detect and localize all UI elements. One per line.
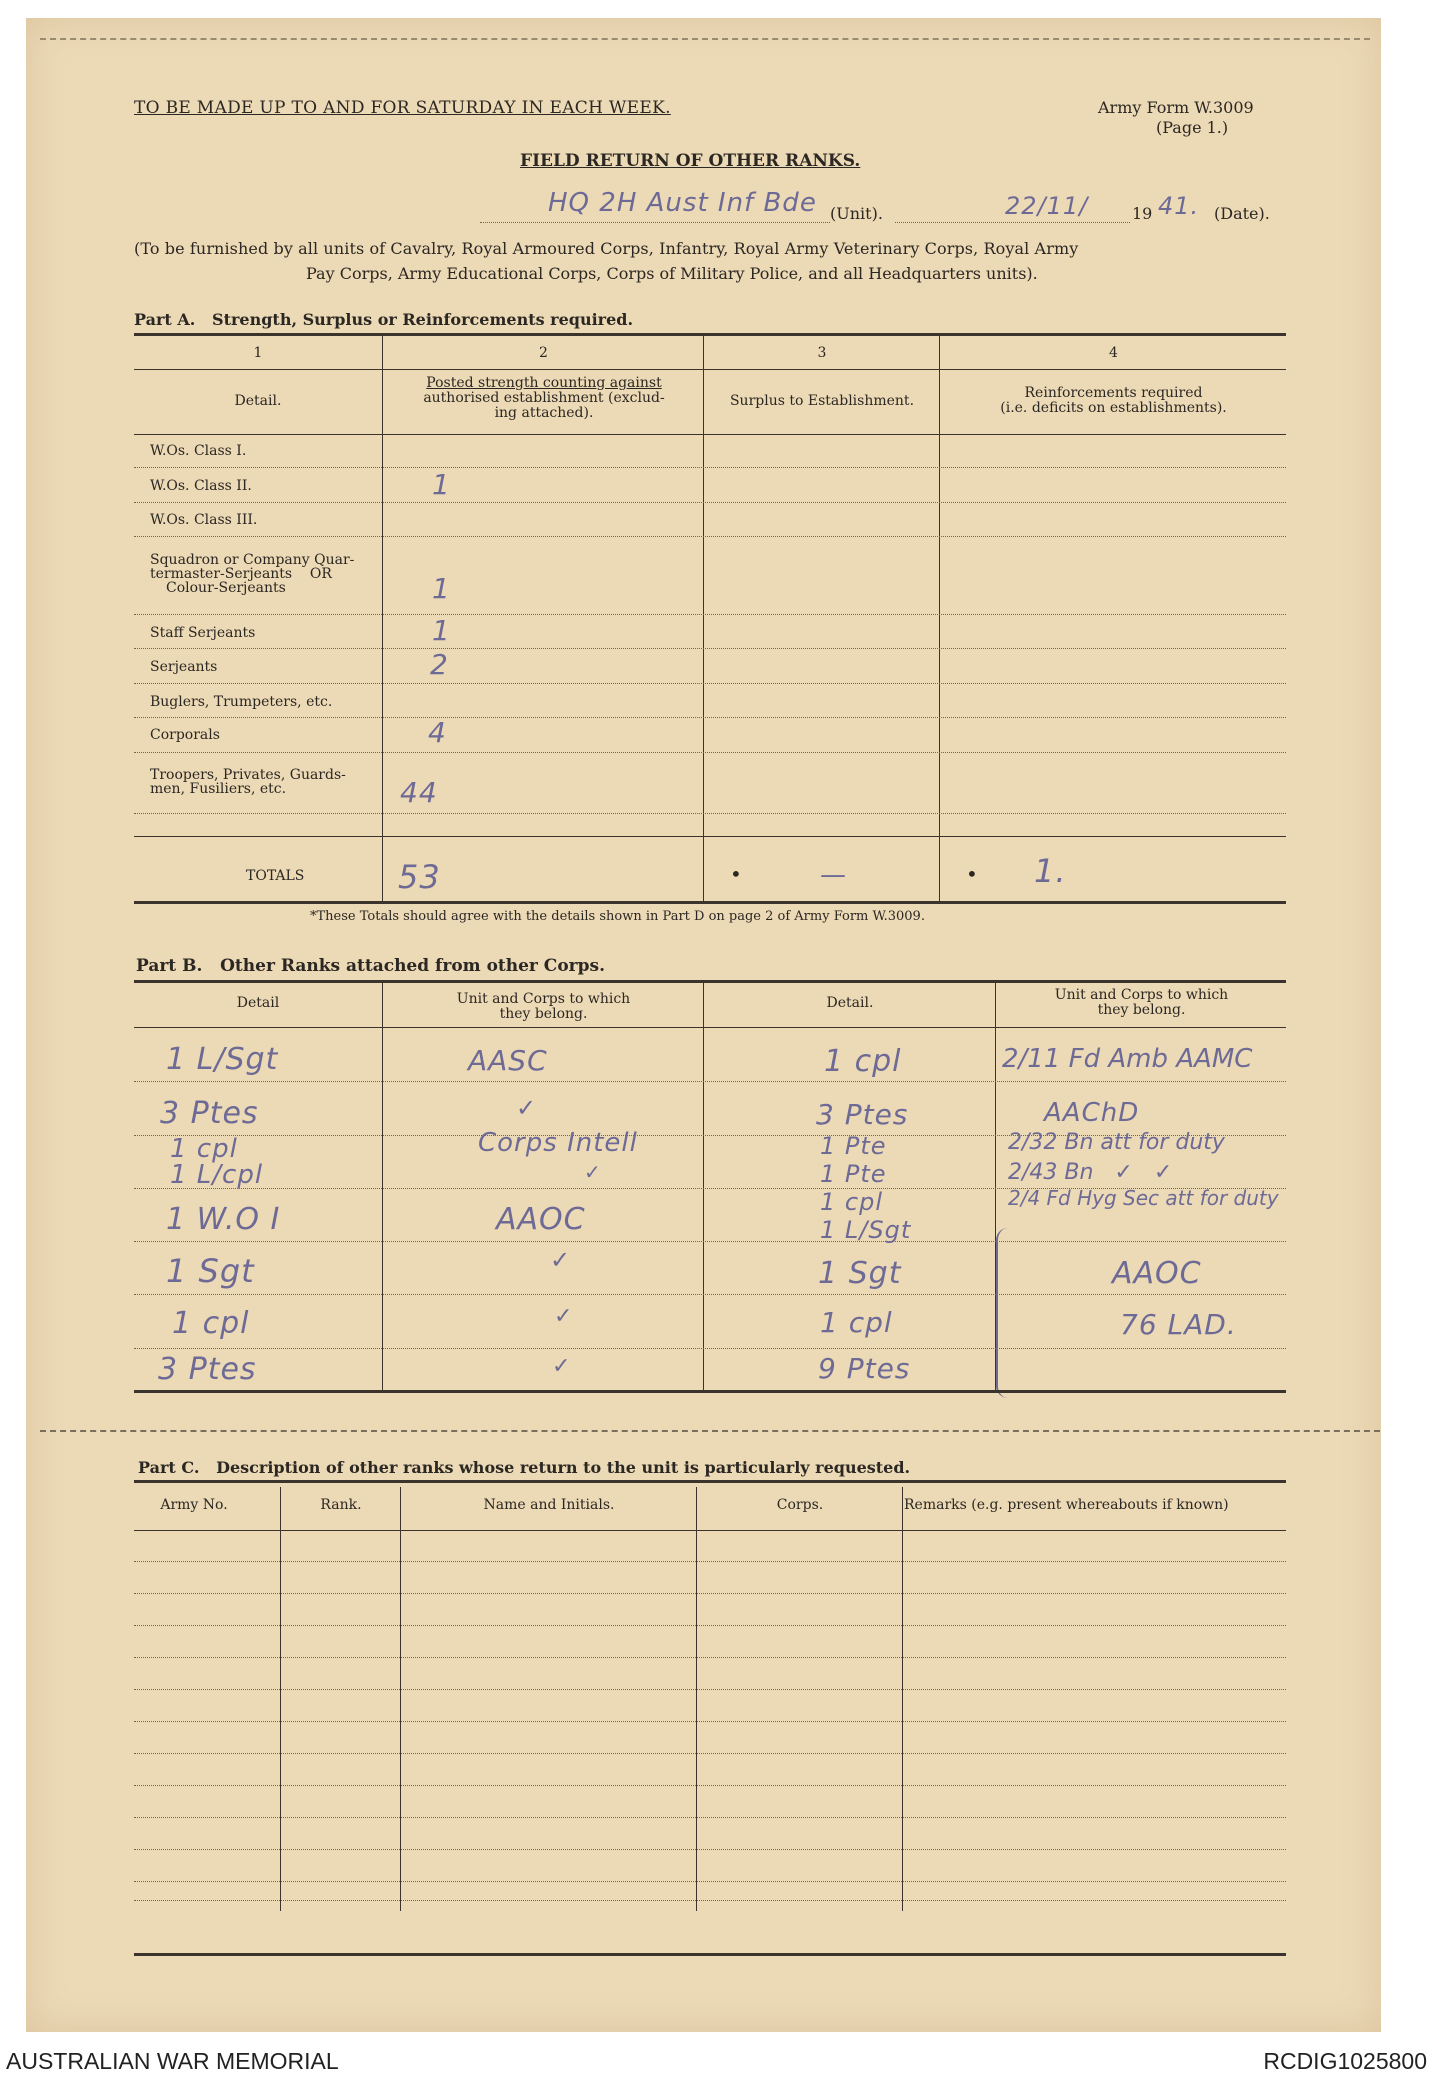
row-label-cqms-2: termaster-Serjeants OR (150, 566, 332, 582)
part-b-right-unit-3: 2/32 Bn att for duty (1008, 1130, 1225, 1155)
part-b-row-rule (134, 1081, 1286, 1082)
col-reinf-header (941, 386, 1286, 416)
part-c-row-rule (134, 1849, 1286, 1850)
date-value: 22/11/ (1005, 192, 1089, 220)
part-c-col-divider-3 (696, 1487, 697, 1911)
part-b-left-detail-4: 1 L/cpl (170, 1160, 264, 1190)
totals-reinf: 1. (1034, 852, 1067, 890)
row-label-buglers: Buglers, Trumpeters, etc. (150, 694, 333, 710)
posted-wo2: 1 (432, 468, 451, 501)
part-b-col-unit-2 (997, 988, 1286, 1018)
posted-corporals: 4 (428, 716, 447, 749)
year-value: 41. (1158, 192, 1200, 220)
unit-label: (Unit). (830, 204, 883, 223)
part-b-right-detail-2: 3 Ptes (816, 1098, 909, 1131)
part-b-row-rule (134, 1348, 1286, 1349)
part-c-row-rule (134, 1561, 1286, 1562)
part-a-col-divider-3 (939, 336, 940, 902)
part-b-left-unit-3: Corps Intell (478, 1128, 638, 1158)
part-c-col-army-no: Army No. (160, 1497, 228, 1513)
col-posted-line-3: ing attached). (494, 405, 594, 421)
row-rule (134, 648, 1286, 649)
unit-value: HQ 2H Aust Inf Bde (548, 188, 817, 218)
part-b-right-unit-aaoc: AAOC (1112, 1256, 1202, 1291)
part-b-right-unit-lad: 76 LAD. (1120, 1308, 1237, 1341)
part-b-col-unit-1: Unit and Corps to which (456, 991, 631, 1007)
part-b-right-detail-3: 1 Pte (820, 1132, 887, 1160)
col-posted-header (394, 376, 694, 421)
row-label-wo3: W.Os. Class III. (150, 512, 258, 528)
footer-archive-name: AUSTRALIAN WAR MEMORIAL (6, 2048, 339, 2074)
part-c-row-rule (134, 1817, 1286, 1818)
part-b-header-rule (134, 1027, 1286, 1028)
totals-reinf-dot: • (966, 862, 978, 886)
part-c-col-rank: Rank. (320, 1497, 362, 1513)
part-c-col-divider-1 (280, 1487, 281, 1911)
part-b-left-unit-8: ✓ (552, 1354, 572, 1379)
row-rule (134, 752, 1286, 753)
part-b-right-detail-9: 9 Ptes (818, 1352, 911, 1385)
part-b-top-rule (134, 980, 1286, 983)
part-b-left-detail-1: 1 L/Sgt (166, 1042, 279, 1077)
row-label-corporals: Corporals (150, 727, 220, 743)
part-b-right-unit-2: AAChD (1044, 1098, 1140, 1128)
part-a-col-divider-2 (703, 336, 704, 902)
row-label-cqms-3: Colour-Serjeants (166, 580, 286, 596)
row-rule (134, 683, 1286, 684)
posted-cqms: 1 (432, 572, 451, 605)
part-b-left-detail-7: 1 cpl (172, 1306, 250, 1341)
year-prefix: 19 (1132, 204, 1153, 223)
part-c-row-rule (134, 1785, 1286, 1786)
part-b-left-unit-5: AAOC (496, 1202, 586, 1237)
row-label-cqms-1: Squadron or Company Quar- (150, 552, 355, 568)
part-c-bottom-rule (134, 1953, 1286, 1956)
part-b-left-detail-8: 3 Ptes (158, 1352, 257, 1387)
part-c-row-rule (134, 1657, 1286, 1658)
footer-record-id: RCDIG1025800 (1263, 2048, 1427, 2074)
part-b-heading: Part B. Other Ranks attached from other Corps. (136, 956, 606, 976)
part-b-bottom-rule (134, 1390, 1286, 1393)
part-b-left-detail-2: 3 Ptes (160, 1096, 259, 1131)
note-line-2: Pay Corps, Army Educational Corps, Corps of Military Police, and all Headquarters units). (306, 264, 1038, 283)
part-b-left-detail-3: 1 cpl (170, 1134, 238, 1164)
row-label-troopers-2: men, Fusiliers, etc. (150, 781, 287, 797)
part-b-col-divider-2 (703, 983, 704, 1391)
part-b-left-unit-6: ✓ (550, 1246, 572, 1274)
posted-troopers: 44 (400, 776, 438, 809)
part-b-right-unit-5: 2/4 Fd Hyg Sec att for duty (1008, 1186, 1279, 1210)
part-c-col-corps: Corps. (776, 1497, 824, 1513)
perforation-middle (40, 1430, 1380, 1432)
part-c-row-rule (134, 1753, 1286, 1754)
part-c-col-remarks: Remarks (e.g. present whereabouts if known) (904, 1497, 1229, 1513)
part-b-col-detail-2: Detail. (826, 995, 874, 1011)
row-rule (134, 467, 1286, 468)
row-label-staff-serjeants: Staff Serjeants (150, 625, 256, 641)
part-b-col-unit2-2: they belong. (1097, 1002, 1186, 1018)
totals-label: TOTALS (246, 868, 305, 884)
note-line-1: (To be furnished by all units of Cavalry, Royal Armoured Corps, Infantry, Royal Army Veterinary Corps, Royal Army (134, 239, 1079, 258)
row-rule (134, 536, 1286, 537)
row-rule (134, 813, 1286, 814)
part-c-row-rule (134, 1721, 1286, 1722)
brace-mark (996, 1228, 1014, 1398)
part-b-right-detail-6: 1 L/Sgt (820, 1216, 912, 1244)
col-reinf-line-1: Reinforcements required (1024, 385, 1203, 401)
col-posted-line-2: authorised establishment (exclud- (423, 390, 665, 406)
date-dotted-line (895, 222, 1130, 223)
row-label-cqms (150, 553, 380, 595)
part-b-col-unit (384, 992, 703, 1022)
form-id: Army Form W.3009 (1098, 98, 1254, 117)
unit-dotted-line (480, 222, 830, 223)
part-b-left-unit-1: AASC (468, 1044, 548, 1077)
part-c-row-rule (134, 1881, 1286, 1882)
part-b-row-rule (134, 1294, 1286, 1295)
part-b-right-detail-5: 1 cpl (820, 1188, 883, 1216)
part-a-footnote: *These Totals should agree with the details shown in Part D on page 2 of Army Form W.3009. (310, 909, 925, 924)
part-b-col-unit-2: they belong. (499, 1006, 588, 1022)
part-b-left-unit-7: ✓ (554, 1304, 574, 1329)
col-number-3: 3 (817, 345, 827, 361)
col-number-rule (134, 369, 1286, 370)
part-c-col-divider-4 (902, 1487, 903, 1911)
perforation-top (40, 38, 1370, 40)
col-number-1: 1 (253, 345, 263, 361)
col-reinf-line-2: (i.e. deficits on establishments). (1000, 400, 1227, 416)
col-number-4: 4 (1109, 345, 1118, 361)
form-title: FIELD RETURN OF OTHER RANKS. (520, 151, 861, 171)
part-b-left-detail-6: 1 Sgt (166, 1252, 255, 1290)
page-number: (Page 1.) (1156, 118, 1229, 137)
row-label-wo1: W.Os. Class I. (150, 443, 247, 459)
part-b-col-detail: Detail (236, 995, 280, 1011)
part-b-right-detail-8: 1 cpl (820, 1306, 893, 1339)
row-label-troopers-1: Troopers, Privates, Guards- (150, 767, 346, 783)
instruction-text: TO BE MADE UP TO AND FOR SATURDAY IN EACH WEEK. (134, 98, 671, 118)
part-a-bottom-rule (134, 901, 1286, 904)
part-a-heading: Part A. Strength, Surplus or Reinforcements required. (134, 310, 634, 329)
row-label-troopers (150, 768, 380, 796)
row-rule (134, 717, 1286, 718)
posted-staff-serjeants: 1 (432, 614, 451, 647)
part-a-header-rule (134, 434, 1286, 435)
part-c-row-rule (134, 1689, 1286, 1690)
part-b-left-unit-4: ✓ (584, 1160, 602, 1184)
totals-surplus-dot: • (730, 862, 742, 886)
part-c-col-divider-2 (400, 1487, 401, 1911)
col-detail-header: Detail. (234, 393, 282, 409)
date-label: (Date). (1214, 204, 1270, 223)
posted-serjeants: 2 (430, 648, 449, 681)
part-c-header-rule (134, 1530, 1286, 1531)
part-b-col-unit2-1: Unit and Corps to which (1054, 987, 1229, 1003)
part-c-col-name: Name and Initials. (483, 1497, 615, 1513)
part-b-right-detail-4: 1 Pte (820, 1160, 887, 1188)
col-surplus-header: Surplus to Establishment. (729, 393, 915, 409)
part-a-body-end-rule (134, 836, 1286, 837)
part-c-heading: Part C. Description of other ranks whose return to the unit is particularly requested. (138, 1458, 911, 1477)
part-a-top-rule (134, 333, 1286, 336)
part-c-row-rule (134, 1625, 1286, 1626)
part-c-row-rule (134, 1593, 1286, 1594)
part-b-col-divider-1 (382, 983, 383, 1391)
row-label-serjeants: Serjeants (150, 659, 218, 675)
part-b-right-unit-1: 2/11 Fd Amb AAMC (1002, 1044, 1253, 1074)
col-number-2: 2 (539, 345, 548, 361)
row-label-wo2: W.Os. Class II. (150, 478, 252, 494)
part-b-left-detail-5: 1 W.O I (166, 1202, 281, 1237)
part-c-row-rule (134, 1900, 1286, 1901)
part-c-top-rule (134, 1480, 1286, 1483)
col-posted-line-1: Posted strength counting against (426, 375, 662, 391)
row-rule (134, 614, 1286, 615)
part-b-right-detail-1: 1 cpl (824, 1044, 902, 1079)
part-b-right-detail-7: 1 Sgt (818, 1256, 902, 1291)
part-b-row-rule (134, 1241, 1286, 1242)
part-b-left-unit-2: ✓ (516, 1094, 538, 1122)
part-b-right-unit-4: 2/43 Bn ✓ ✓ (1008, 1160, 1173, 1185)
totals-surplus: — (820, 860, 847, 890)
totals-posted: 53 (398, 858, 441, 896)
row-rule (134, 502, 1286, 503)
part-a-col-divider-1 (382, 336, 383, 902)
